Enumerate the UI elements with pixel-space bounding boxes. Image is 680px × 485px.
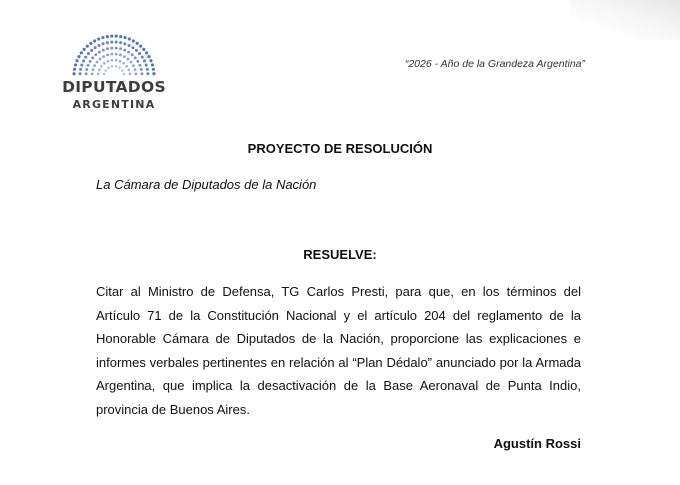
page-corner-shadow	[570, 0, 680, 40]
logo-title: DIPUTADOS	[62, 78, 166, 96]
hemicycle-icon	[72, 34, 156, 78]
chamber-name: La Cámara de Diputados de la Nación	[96, 177, 317, 192]
resolution-body: Citar al Ministro de Defensa, TG Carlos Presti, para que, en los términos del Artículo 71 de la Constitución Nacional y el artículo 204 del reglamento de la Honorable Cámara de Diputados de la Nación, proporcione las explicaciones e informes verbales pertinentes en relación al “Plan Dédalo” anunciado por la Armada Argentina, que implica la desactivación de la Base Aeronaval de Punta Indio, provincia de Buenos Aires.	[96, 284, 581, 417]
resolves-heading: RESUELVE:	[303, 247, 377, 262]
diputados-logo	[60, 34, 170, 116]
document-title: PROYECTO DE RESOLUCIÓN	[247, 141, 433, 156]
logo-subtitle: ARGENTINA	[72, 98, 156, 111]
year-motto: “2026 - Año de la Grandeza Argentina”	[404, 58, 585, 70]
signature: Agustín Rossi	[493, 436, 581, 451]
